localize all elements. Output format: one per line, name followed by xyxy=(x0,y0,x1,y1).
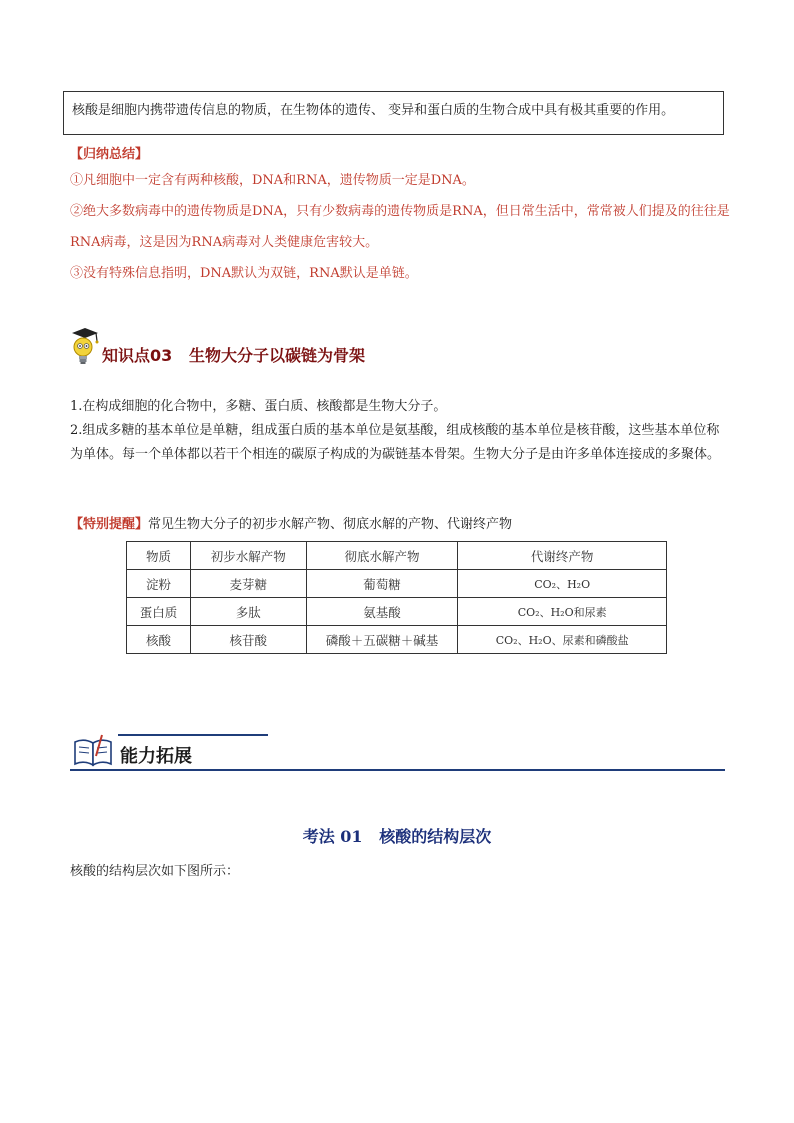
method-intro: 核酸的结构层次如下图所示： xyxy=(70,864,240,879)
banner-top-rule xyxy=(118,734,268,736)
section-banner xyxy=(70,728,725,774)
knowledge-point-title: 知识点03 生物大分子以碳链为骨架 xyxy=(102,346,365,365)
table-cell: 麦芽糖 xyxy=(190,570,306,598)
table-cell: 核苷酸 xyxy=(190,626,306,654)
summary-point-2: ②绝大多数病毒中的遗传物质是DNA，只有少数病毒的遗传物质是RNA，但日常生活中，常常被人们提及的往往是RNA病毒，这是因为RNA病毒对人类健康危害较大。 xyxy=(70,204,730,250)
table-cell: 葡萄糖 xyxy=(306,570,458,598)
knowledge-paragraph-2: 2.组成多糖的基本单位是单糖，组成蛋白质的基本单位是氨基酸，组成核酸的基本单位是核苷酸，这些基本单位称为单体。每一个单体都以若干个相连的碳原子构成的为碳链基本骨架。生物大分子是由许多单体连接成的多聚体。 xyxy=(70,423,721,462)
table-cell: 多肽 xyxy=(190,598,306,626)
table-header-row xyxy=(127,542,667,570)
knowledge-point-heading xyxy=(68,325,668,385)
summary-point-1: ①凡细胞中一定含有两种核酸，DNA和RNA，遗传物质一定是DNA。 xyxy=(70,173,475,188)
table-cell: 淀粉 xyxy=(127,570,191,598)
table-cell: CO₂、H₂O和尿素 xyxy=(458,598,667,626)
table-cell: 核酸 xyxy=(127,626,191,654)
open-book-icon xyxy=(72,734,114,768)
table-header-cell: 初步水解产物 xyxy=(190,542,306,570)
hydrolysis-products-table xyxy=(126,541,667,654)
table-cell: 氨基酸 xyxy=(306,598,458,626)
knowledge-paragraph-1: 1.在构成细胞的化合物中，多糖、蛋白质、核酸都是生物大分子。 xyxy=(70,399,447,414)
knowledge-point-body xyxy=(70,395,730,467)
table-row xyxy=(127,598,667,626)
table-row xyxy=(127,626,667,654)
lightbulb-graduate-icon xyxy=(68,325,102,369)
summary-point-3: ③没有特殊信息指明，DNA默认为双链，RNA默认是单链。 xyxy=(70,266,418,281)
reminder-tag: 【特别提醒】 xyxy=(70,517,149,532)
banner-bottom-rule xyxy=(70,769,725,771)
table-header-cell: 物质 xyxy=(127,542,191,570)
table-header-cell: 代谢终产物 xyxy=(458,542,667,570)
summary-block xyxy=(70,145,730,289)
section-title: 能力拓展 xyxy=(120,746,192,767)
boxed-note: 核酸是细胞内携带遗传信息的物质，在生物体的遗传、 变异和蛋白质的生物合成中具有极其重要的作用。 xyxy=(63,91,724,135)
special-reminder xyxy=(70,515,730,535)
table-cell: CO₂、H₂O、尿素和磷酸盐 xyxy=(458,626,667,654)
table-cell: 磷酸＋五碳糖＋碱基 xyxy=(306,626,458,654)
table-row xyxy=(127,570,667,598)
summary-heading: 【归纳总结】 xyxy=(70,147,149,162)
table-header-cell: 彻底水解产物 xyxy=(306,542,458,570)
reminder-text: 常见生物大分子的初步水解产物、彻底水解的产物、代谢终产物 xyxy=(148,517,513,532)
method-title: 考法 01 核酸的结构层次 xyxy=(302,827,492,846)
table-cell: 蛋白质 xyxy=(127,598,191,626)
table-cell: CO₂、H₂O xyxy=(458,570,667,598)
